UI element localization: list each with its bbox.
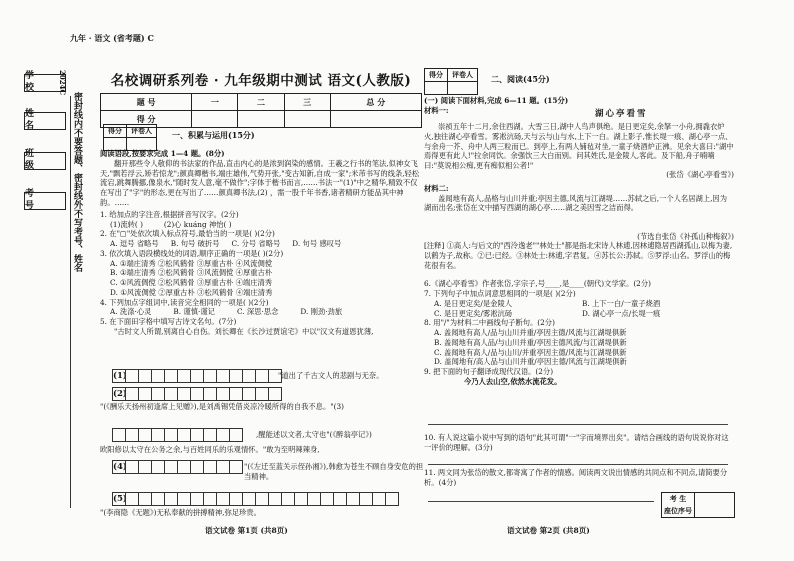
score-row-label: 得 分 xyxy=(101,111,192,128)
seat-number-box[interactable] xyxy=(661,492,735,518)
score-table xyxy=(100,93,422,128)
q5-line: 欧阳修以太守在公务之余,与百姓同乐的乐观情怀。"敢为至明辣辣身, xyxy=(100,445,320,454)
q8-option-b[interactable]: B. 盖闻地有高人品/与山川并重/亭因主德风流/与江湖堤俱新 xyxy=(434,337,627,347)
q3-option-c[interactable]: C. ①风流倜傥 ②松风鹤骨 ③厚重古朴 ④端庄清秀 xyxy=(110,278,273,288)
q4-option-a[interactable]: A. 洗涤·心灵 xyxy=(110,307,152,317)
seal-line-text: 密封线内不要答题、密封线外不写考号、姓名 xyxy=(72,92,82,272)
q7-option-d[interactable]: D. 湖心亭一点/长堤一痕 xyxy=(582,308,661,318)
question-8: 8. 用"/"为材料二中画线句子断句。(2分) xyxy=(424,318,555,328)
question-9: 9. 把下面的句子翻译成现代汉语。(2分) xyxy=(424,367,554,377)
answer-line-9[interactable] xyxy=(428,424,728,425)
question-10: 10. 有人说这篇小说中写到的语句"此其可谓"一"字而境界出矣"。请结合画线的语句说说你对这一评价的理解。(3分) xyxy=(424,433,729,452)
q1-item: (2)心 kuáng 神怡( ) xyxy=(163,219,232,229)
essay-source: (张岱《湖心亭看雪》) xyxy=(666,170,734,179)
q3-option-d[interactable]: D. ①风流倜傥 ②厚重古朴 ③松风鹤骨 ④端庄清秀 xyxy=(110,287,273,297)
q5-line: "(《左迁至蓝关示侄孙湘》),韩愈为苍生不顾自身安危的担当精神。 xyxy=(244,462,424,481)
q9-sentence: 今乃人去山空,依然水流花发。 xyxy=(464,376,562,386)
footer-right: 语文试卷 第2页 (共8页) xyxy=(507,526,590,535)
score-label: 得分 xyxy=(104,125,127,138)
exam-number-field[interactable] xyxy=(24,189,66,211)
answer-grid-5[interactable]: (5) xyxy=(112,492,398,506)
name-label: 姓 名 xyxy=(25,109,43,131)
q8-option-d[interactable]: D. 盖闻地有/高人品与山川并重/亭因主德/风流与江湖堤俱新 xyxy=(434,357,627,367)
section-1-body xyxy=(100,149,422,337)
part-1-intro: (一) 阅读下面材料,完成 6—11 题。(15分) xyxy=(424,96,569,105)
question-11: 11. 两文同为张岱的散文,都寄寓了作者的情感。阅读两文说出情感的共同点和不同点,请简要分析。(4分) xyxy=(424,468,728,487)
material-2-text: 盖闻地有高人,品格与山川并重;亭因主德,风流与江湖堤……苏轼之后,一个人名居湖上,因为湖而出名;张岱在文中描写西湖的湖心亭……湖之美因雪之洁而得。 xyxy=(424,193,728,213)
question-3: 3. 依次填入语段横线处的词语,顺序正确的一项是( )(2分) xyxy=(100,248,284,258)
grader-input[interactable] xyxy=(448,82,478,95)
score-cell[interactable] xyxy=(238,111,284,128)
score-cell[interactable] xyxy=(330,111,421,128)
reading-intro: 阅读语段,按要求完成 1—4 题。(8分) xyxy=(100,149,225,158)
answer-line-11[interactable] xyxy=(428,501,654,502)
q5-line: "(《酬乐天扬州初逢席上见赠》),是刘禹锡凭借炎凉冷暖所得的自我不息。"(3) xyxy=(100,402,344,411)
material-2-label: 材料二: xyxy=(424,183,449,193)
annotation-note: [注释] ①高人:与后文的"西泠逸老""林处士"都是指北宋诗人林逋,因林逋隐居西湖孤山,以梅为妻,以鹤为子,故称。②已:已经。③林处士:林逋,字君复。④苏长公:苏轼。⑤罗浮:山名。罗浮山的梅花很有名。 xyxy=(424,241,733,270)
side-year: 2024C xyxy=(58,70,67,96)
scorer-box-1 xyxy=(103,124,157,151)
score-header-cell: 题 号 xyxy=(101,94,192,111)
question-4: 4. 下列加点字组词中,读音完全相同的一项是( )(2分) xyxy=(100,297,269,307)
class-field[interactable] xyxy=(24,149,66,171)
score-input[interactable] xyxy=(425,82,448,95)
q5-line: "(李商隐《无题》)无私奉献的拼搏精神,弥足珍贵。 xyxy=(100,508,261,517)
answer-grid-4[interactable]: (4) xyxy=(112,460,242,474)
q2-option-c[interactable]: C. 分号 省略号 xyxy=(231,239,281,249)
score-header-cell: 总 分 xyxy=(330,94,421,111)
question-1: 1. 给加点的字注音,根据拼音写汉字。(2分) xyxy=(100,209,239,219)
question-5: 5. 在下面田字格中填写古诗文名句。(7分) xyxy=(100,317,237,327)
q7-option-c[interactable]: C. 是日更定矣/雾凇沆砀 xyxy=(434,308,513,318)
q2-option-a[interactable]: A. 逗号 省略号 xyxy=(110,239,159,249)
exam-number-label: 考 号 xyxy=(25,189,43,211)
header-label: 九年 · 语文 (省考题) C xyxy=(70,33,154,43)
page-title: 名校调研系列卷 · 九年级期中测试 语文(人教版) xyxy=(110,73,412,89)
q3-option-b[interactable]: B. ①端庄清秀 ②松风鹤骨 ③风流倜傥 ④厚重古朴 xyxy=(110,268,273,278)
answer-line-10[interactable] xyxy=(428,464,728,465)
answer-grid-3[interactable] xyxy=(112,428,242,442)
question-6: 6.《湖心亭看雪》作者张岱,字宗子,号____,是____(朝代)文学家。(2分) xyxy=(424,279,651,289)
footer-left: 语文试卷 第1页 (共8页) xyxy=(205,526,288,535)
score-cell[interactable] xyxy=(284,111,330,128)
q7-option-a[interactable]: A. 是日更定矣/是金陵人 xyxy=(434,298,513,308)
name-field[interactable] xyxy=(24,109,66,131)
answer-grid-2[interactable]: (2) xyxy=(112,387,281,401)
q5-line: "古时文人所谓,别离自心自伤。刘长卿在《长沙过贾谊宅》中以"汉文有道恩犹薄, xyxy=(114,326,374,336)
grader-label: 评卷人 xyxy=(448,69,478,82)
score-header-cell: 二 xyxy=(238,94,284,111)
q5-line: "道出了千古文人的悲剧与无奈。 xyxy=(278,371,384,380)
section-2-content xyxy=(424,122,734,387)
q2-option-d[interactable]: D. 句号 感叹号 xyxy=(292,239,342,249)
section-2-body xyxy=(424,96,734,116)
q8-option-a[interactable]: A. 盖闻地有高人/品与山川并重/亭因主德/风流与江湖堤俱新 xyxy=(434,328,627,338)
score-label: 得分 xyxy=(425,69,448,82)
essay-text: 崇祯五年十二月,余住西湖。大雪三日,湖中人鸟声俱绝。是日更定矣,余拏一小舟,拥毳衣炉火,独往湖心亭看雪。雾凇沆砀,天与云与山与水,上下一白。湖上影子,惟长堤一痕、湖心亭一点、与余舟一芥、舟中人两三粒而已。到亭上,有两人铺毡对坐,一童子烧酒炉正沸。见余大喜曰:"湖中焉得更有此人!"拉余同饮。余强饮三大白而别。问其姓氏,是金陵人,客此。及下船,舟子喃喃曰:"莫说相公痴,更有痴似相公者!" xyxy=(424,122,734,170)
answer-grid-1[interactable]: (1) xyxy=(112,369,281,383)
q2-option-b[interactable]: B. 句号 破折号 xyxy=(170,239,220,249)
score-header-cell: 一 xyxy=(192,94,238,111)
section-2-title: 二、阅读(45分) xyxy=(491,74,550,84)
question-2: 2. 在"▢"处依次填入标点符号,最恰当的一项是( )(2分) xyxy=(100,229,275,239)
class-label: 班 级 xyxy=(25,149,43,171)
q3-option-a[interactable]: A. ①端庄清秀 ②松风鹤骨 ③厚重古朴 ④风流倜傥 xyxy=(110,258,273,268)
essay-title: 湖心亭看雪 xyxy=(595,109,648,119)
material-1-label: 材料一: xyxy=(424,105,449,115)
score-cell[interactable] xyxy=(192,111,238,128)
q4-option-b[interactable]: B. 谨慎·谨记 xyxy=(173,307,215,317)
material-2-source: (节选自张岱《补孤山种梅叙》) xyxy=(637,231,734,241)
q4-option-c[interactable]: C. 深思·思念 xyxy=(236,307,279,317)
scorer-box-2 xyxy=(424,68,478,95)
q4-option-d[interactable]: D. 刚劲·劲旅 xyxy=(300,307,343,317)
q8-option-c[interactable]: C. 盖闻地有高人/品与山川/并重亭因主德/风流与江湖堤俱新 xyxy=(434,347,627,357)
section-1-title: 一、积累与运用(15分) xyxy=(172,130,255,140)
seat-label: 考 生 座位序号 xyxy=(662,493,695,517)
school-label: 学 校 xyxy=(25,71,43,93)
passage: 翻开那些令人敬仰的书法家的作品,直击内心的是浓到润染的感情。王羲之行书的笔法,似神女飞天,"飘若浮云,矫若惊龙";颜真卿楷书,端庄雄伟,气势开张,"变古知新,自成一家";米芾书写的线条,轻松流宕,跳舞腾挪,像泉水,"随时发人意,毫不做作";字体于楷书而言,……书法一"(1)"中之精华,精致不仅在写出了"字"的形态,更在写出了……颜真卿书法,(2) ，需一股千年书香,诸者精研方能品其中神韵。…… xyxy=(100,158,420,207)
q1-item: (1)流转( ) xyxy=(110,219,143,229)
q7-option-b[interactable]: B. 上下一白/一童子烧酒 xyxy=(582,298,661,308)
grader-label: 评卷人 xyxy=(127,125,157,138)
question-7: 7. 下列句子中加点词意思相同的一项是( )(2分) xyxy=(424,289,576,299)
q5-line: ,醒能述以文者,太守也"(《醉翁亭记》) xyxy=(256,430,372,439)
score-header-cell: 三 xyxy=(284,94,330,111)
